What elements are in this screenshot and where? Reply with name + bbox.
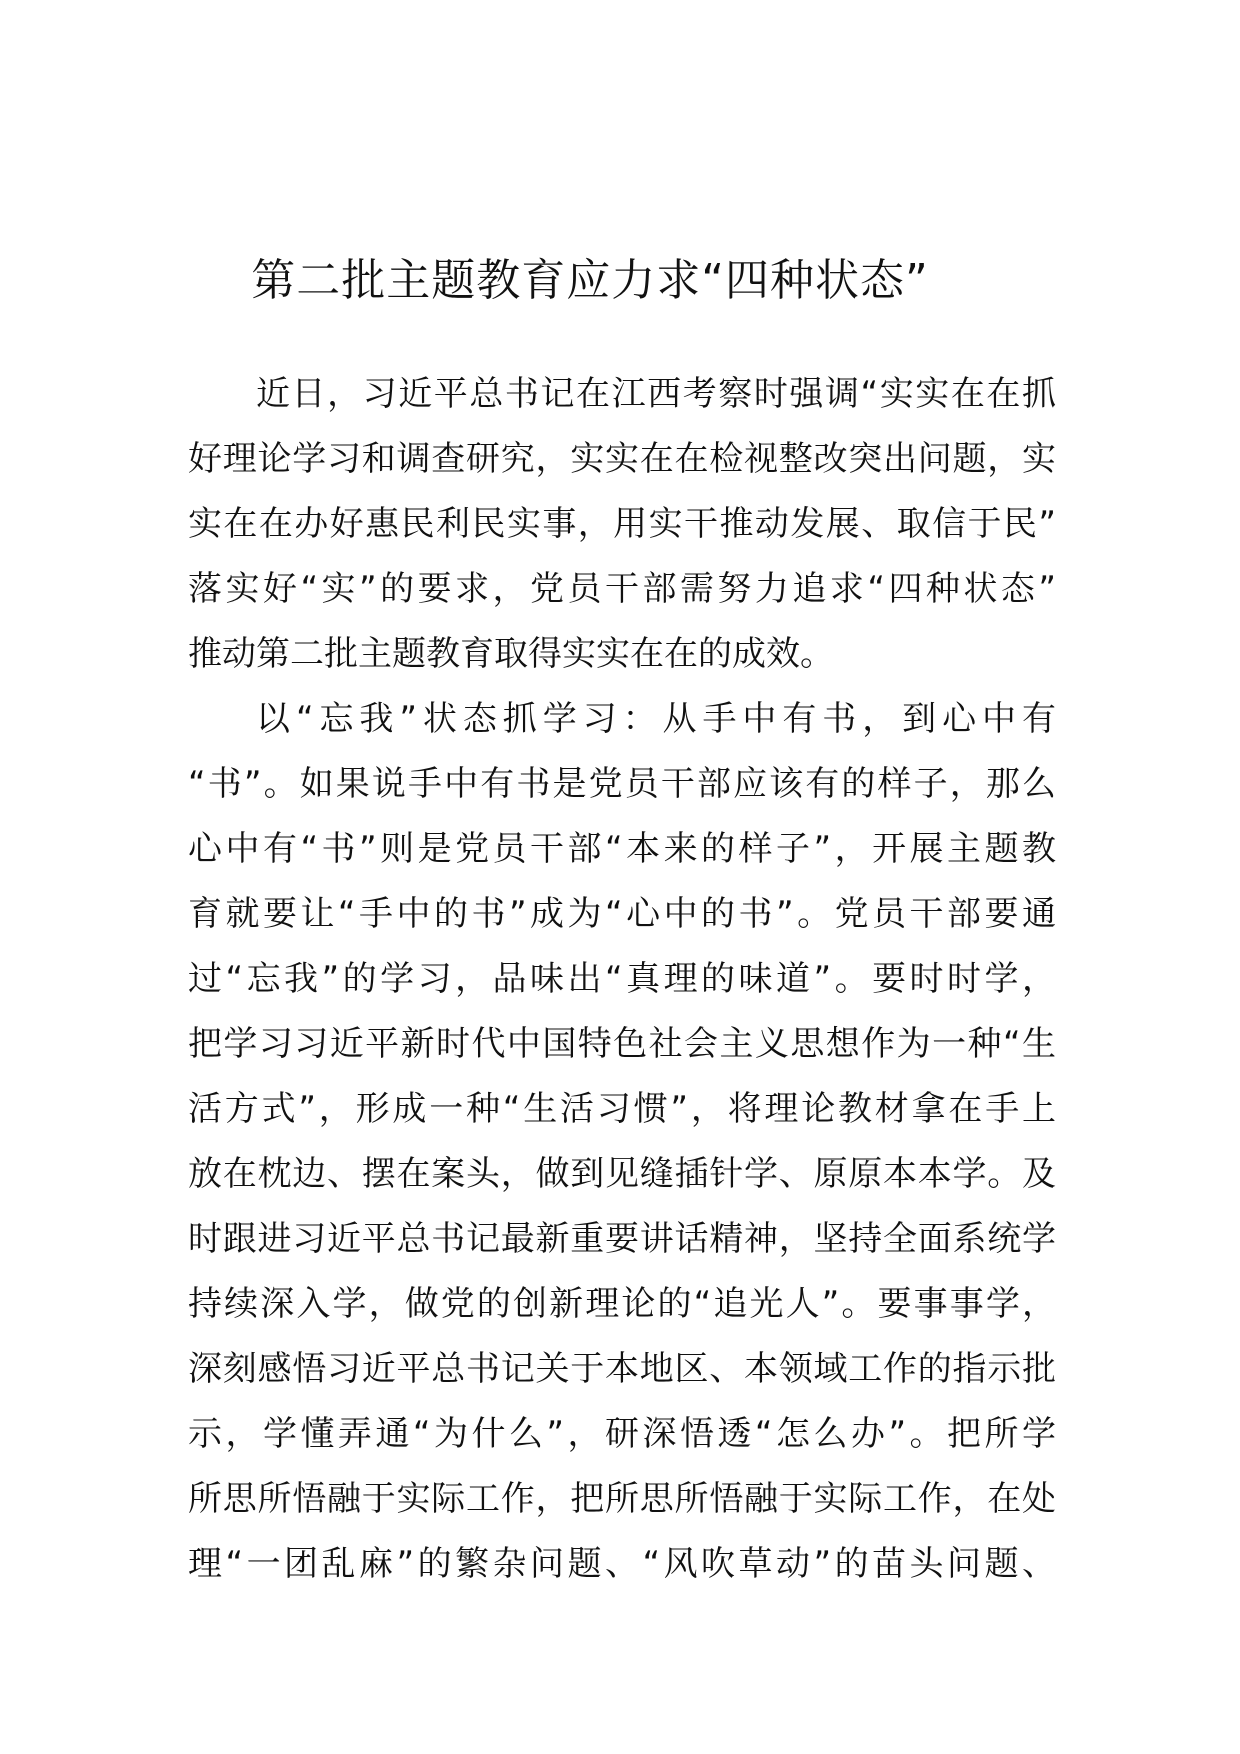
text-line: 过“忘我”的学习，品味出“真理的味道”。要时时学， [188, 959, 1056, 999]
text-line: 活方式”，形成一种“生活习惯”，将理论教材拿在手上 [188, 1089, 1056, 1129]
text-line: 育就要让“手中的书”成为“心中的书”。党员干部要通 [188, 894, 1056, 934]
text-line: 理“一团乱麻”的繁杂问题、“风吹草动”的苗头问题、 [188, 1544, 1056, 1584]
text-line: 示，学懂弄通“为什么”，研深悟透“怎么办”。把所学 [188, 1414, 1056, 1454]
paragraph-2 [188, 687, 1056, 1597]
text-line: 好理论学习和调查研究，实实在在检视整改突出问题，实 [188, 439, 1056, 479]
text-line: 持续深入学，做党的创新理论的“追光人”。要事事学， [188, 1284, 1056, 1324]
text-line: 把学习习近平新时代中国特色社会主义思想作为一种“生 [188, 1024, 1056, 1064]
text-line: 以“忘我”状态抓学习：从手中有书，到心中有 [256, 699, 1056, 739]
paragraph-1 [188, 362, 1056, 687]
text-line: 心中有“书”则是党员干部“本来的样子”，开展主题教 [188, 829, 1056, 869]
text-line: 时跟进习近平总书记最新重要讲话精神，坚持全面系统学 [188, 1219, 1056, 1259]
document-title: 第二批主题教育应力求“四种状态” [251, 255, 929, 307]
text-line: 所思所悟融于实际工作，把所思所悟融于实际工作，在处 [188, 1479, 1056, 1519]
text-line: 落实好“实”的要求，党员干部需努力追求“四种状态” [188, 569, 1056, 609]
text-line: 推动第二批主题教育取得实实在在的成效。 [188, 634, 834, 674]
text-line: 实在在办好惠民利民实事，用实干推动发展、取信于民” [188, 504, 1056, 544]
text-line: “书”。如果说手中有书是党员干部应该有的样子，那么 [188, 764, 1056, 804]
text-line: 近日，习近平总书记在江西考察时强调“实实在在抓 [256, 374, 1056, 414]
text-line: 深刻感悟习近平总书记关于本地区、本领域工作的指示批 [188, 1349, 1056, 1389]
text-line: 放在枕边、摆在案头，做到见缝插针学、原原本本学。及 [188, 1154, 1056, 1194]
document-body [188, 362, 1056, 1597]
